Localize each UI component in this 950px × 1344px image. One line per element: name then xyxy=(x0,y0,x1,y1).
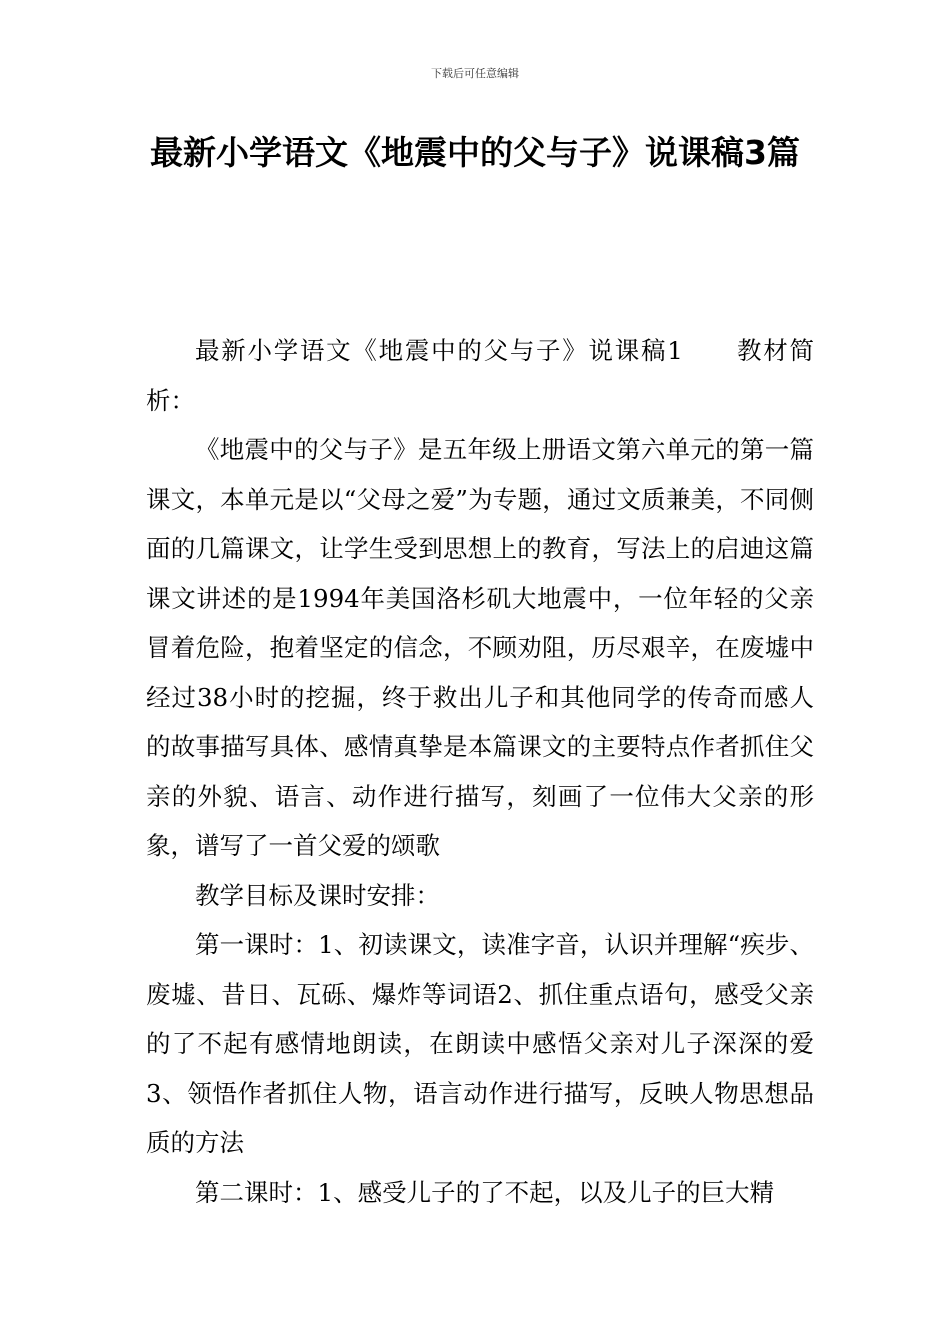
document-title: 最新小学语文《地震中的父与子》说课稿3篇 xyxy=(150,133,800,172)
paragraph-lesson-two: 第二课时：1、感受儿子的了不起，以及儿子的巨大精 xyxy=(195,1177,775,1207)
paragraph-analysis: 《地震中的父与子》是五年级上册语文第六单元的第一篇课文，本单元是以“父母之爱”为专题，通过文质兼美，不同侧面的几篇课文，让学生受到思想上的教育，写法上的启迪这篇课文讲述的是1994年美国洛杉矶大地震中，一位年轻的父亲冒着危险，抱着坚定的信念，不顾劝阻，历尽艰辛，在废墟中经过38小时的挖掘，终于救出儿子和其他同学的传奇而感人的故事描写具体、感情真挚是本篇课文的主要特点作者抓住父亲的外貌、语言、动作进行描写，刻画了一位伟大父亲的形象，谱写了一首父爱的颂歌 xyxy=(146,435,814,860)
document-body xyxy=(146,326,814,1217)
header-note: 下载后可任意编辑 xyxy=(431,67,519,80)
paragraph-lesson-one: 第一课时：1、初读课文，读准字音，认识并理解“疾步、废墟、昔日、瓦砾、爆炸等词语2、抓住重点语句，感受父亲的了不起有感情地朗读，在朗读中感悟父亲对儿子深深的爱3、领悟作者抓住人物，语言动作进行描写，反映人物思想品质的方法 xyxy=(146,930,814,1157)
paragraph-intro: 最新小学语文《地震中的父与子》说课稿1 教材简析： xyxy=(146,336,814,415)
paragraph-objectives-heading: 教学目标及课时安排： xyxy=(195,880,440,910)
